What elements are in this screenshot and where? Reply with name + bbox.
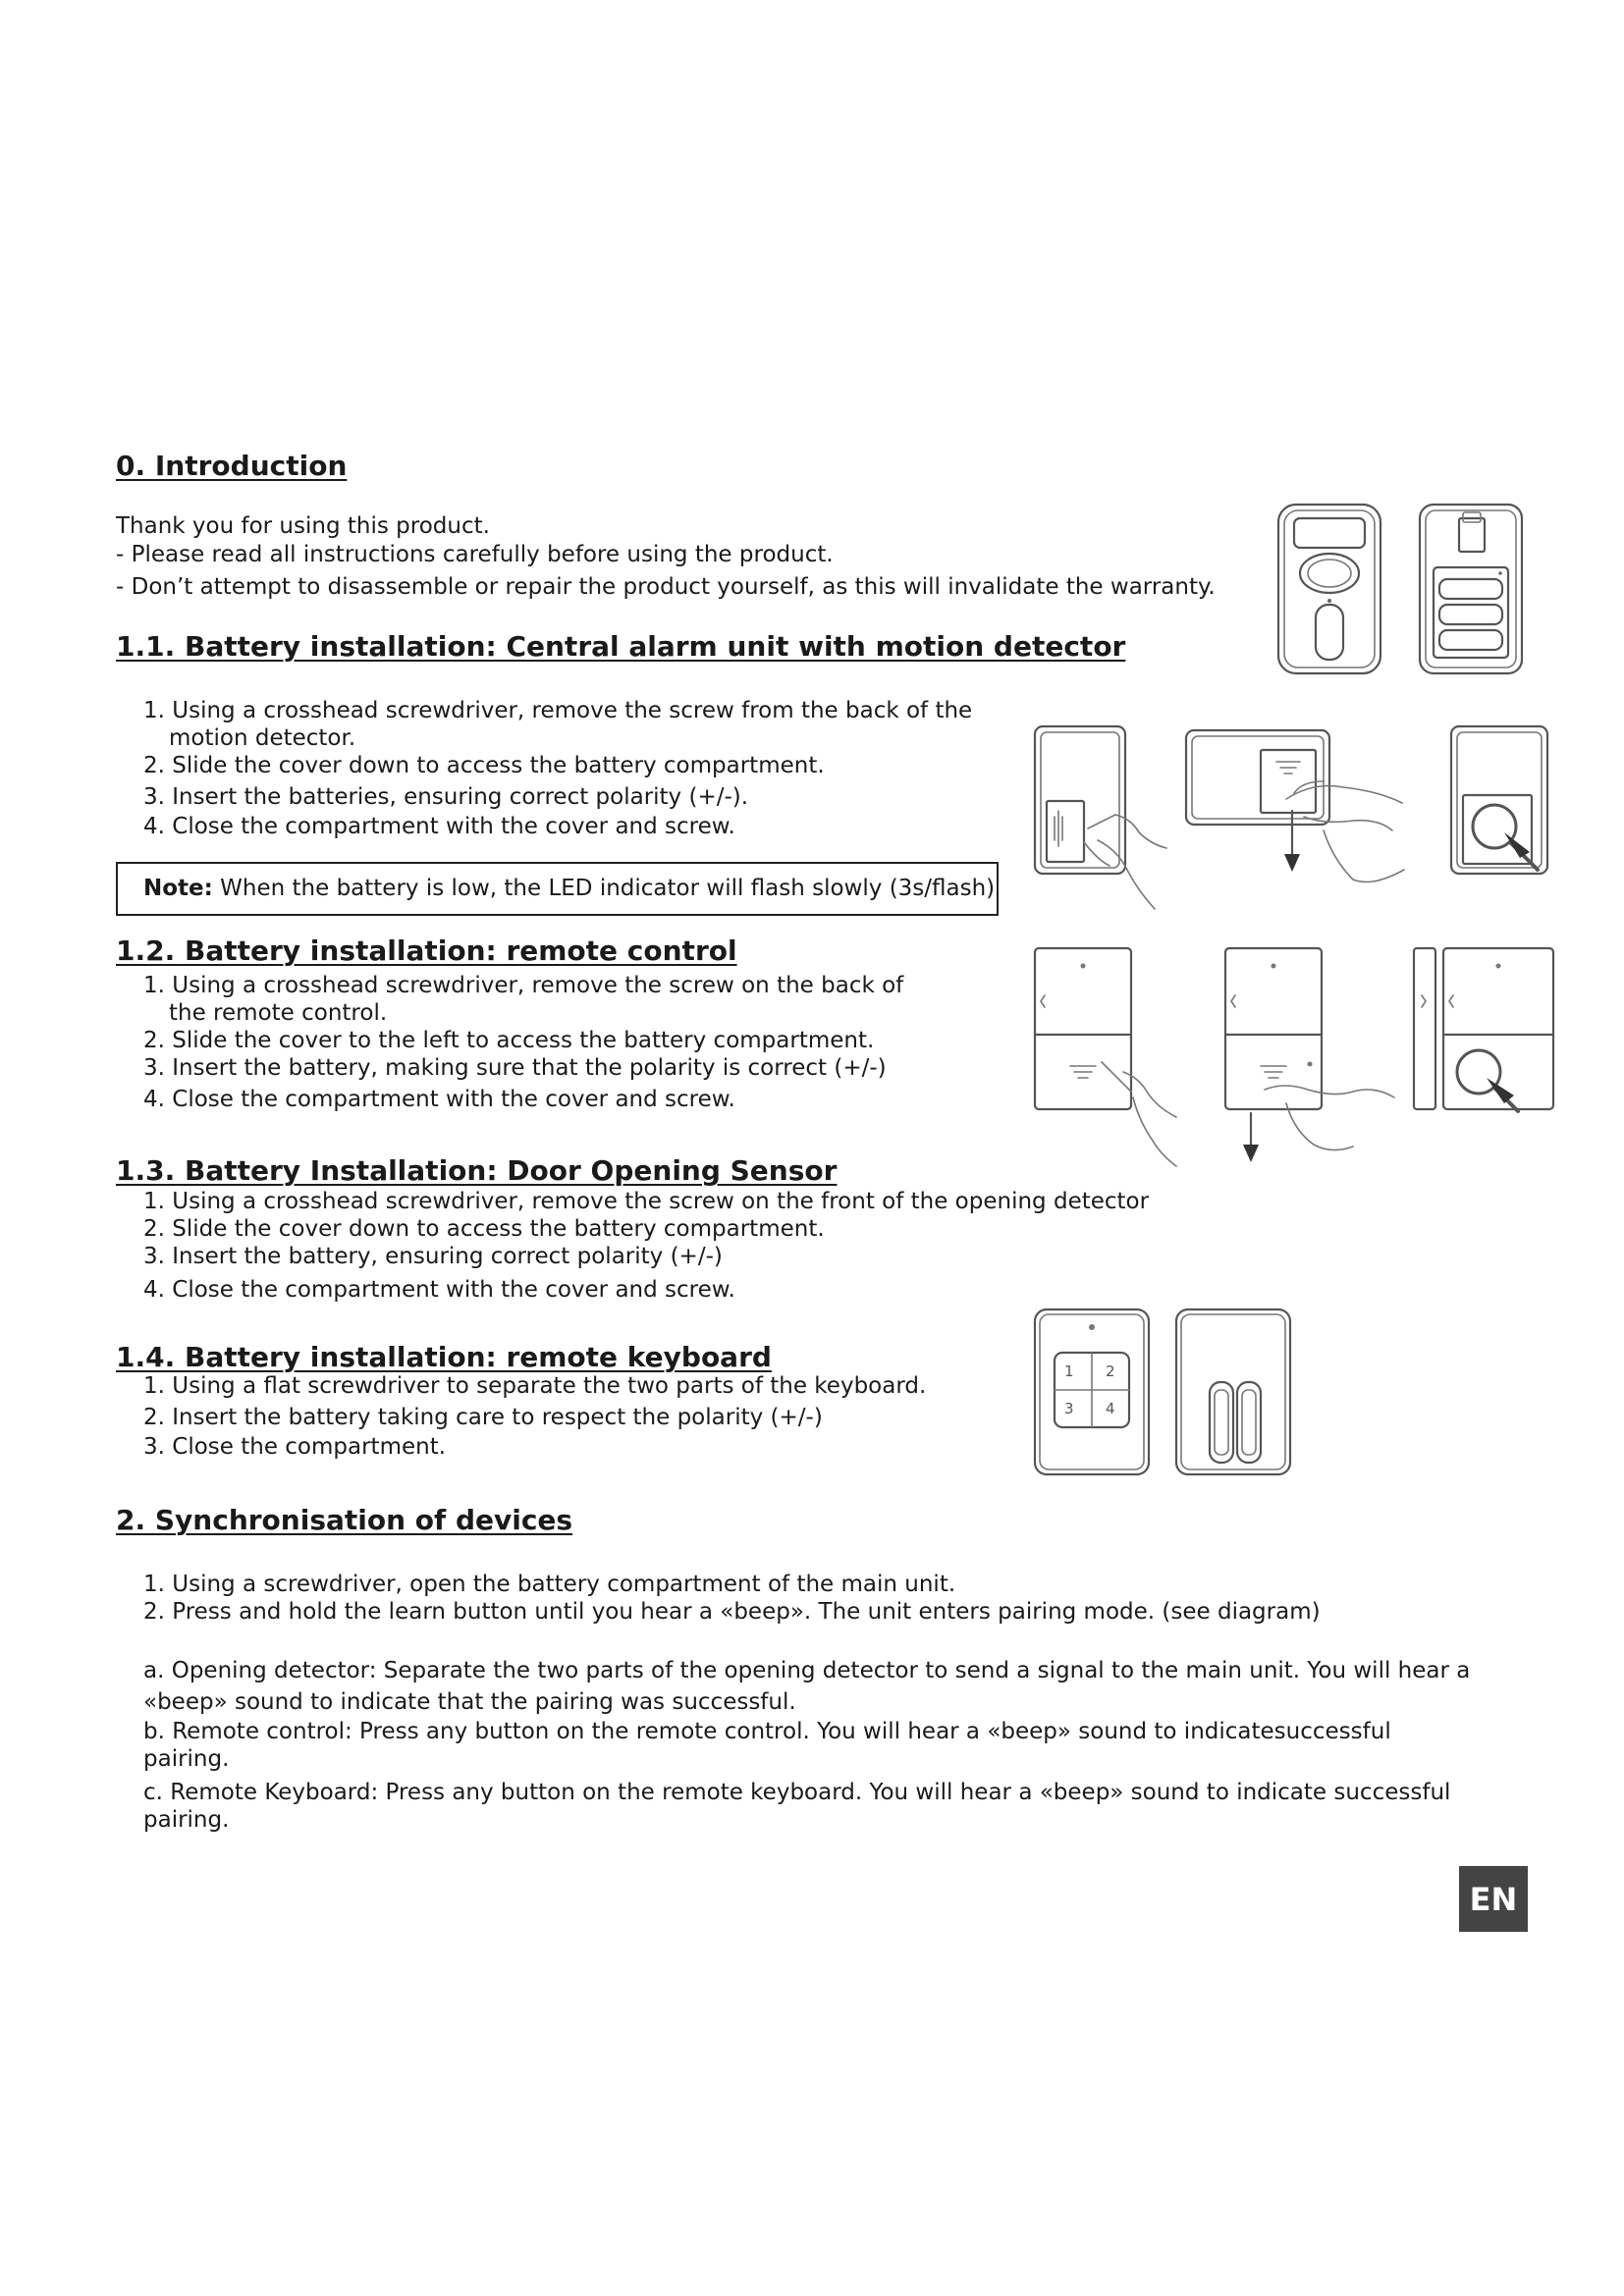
section-2-step-2: 2. Press and hold the learn button until you hear a «beep». The unit enters pairing mode. (see diagram): [143, 1599, 1321, 1625]
section-2-step-1: 1. Using a screwdriver, open the battery compartment of the main unit.: [143, 1572, 956, 1597]
note-label: Note:: [143, 876, 213, 901]
section-1-1-heading: 1.1. Battery installation: Central alarm unit with motion detector: [116, 630, 1126, 663]
section-1-2-step-1: 1. Using a crosshead screwdriver, remove the screw on the back of: [143, 973, 904, 998]
section-1-3-heading: 1.3. Battery Installation: Door Opening Sensor: [116, 1154, 838, 1187]
section-2-detail-a-cont: «beep» sound to indicate that the pairing was successful.: [143, 1689, 796, 1715]
section-1-2-step-1-cont: the remote control.: [169, 1000, 388, 1026]
section-1-4-heading: 1.4. Battery installation: remote keyboard: [116, 1341, 772, 1373]
note-box: [116, 862, 999, 916]
section-1-3-step-2: 2. Slide the cover down to access the battery compartment.: [143, 1216, 825, 1242]
section-1-1-step-2: 2. Slide the cover down to access the battery compartment.: [143, 753, 825, 778]
remote-control-steps-illustration: [1029, 944, 1559, 1170]
remote-keyboard-illustration: [1033, 1306, 1298, 1478]
section-1-2-step-4: 4. Close the compartment with the cover and screw.: [143, 1087, 735, 1112]
note-text: When the battery is low, the LED indicator will flash slowly (3s/flash): [212, 876, 996, 901]
section-1-3-step-4: 4. Close the compartment with the cover and screw.: [143, 1277, 735, 1303]
keypad-key-4: 4: [1106, 1400, 1115, 1417]
section-1-4-step-1: 1. Using a flat screwdriver to separate the two parts of the keyboard.: [143, 1373, 927, 1399]
section-1-2-step-3: 3. Insert the battery, making sure that the polarity is correct (+/-): [143, 1055, 887, 1081]
section-1-1-step-1-cont: motion detector.: [169, 725, 356, 751]
section-1-3-step-1: 1. Using a crosshead screwdriver, remove the screw on the front of the opening detector: [143, 1189, 1150, 1214]
motion-detector-steps-illustration: [1029, 722, 1559, 919]
section-1-1-step-3: 3. Insert the batteries, ensuring correct polarity (+/-).: [143, 784, 749, 810]
intro-heading: 0. Introduction: [116, 450, 348, 482]
section-1-1-step-1: 1. Using a crosshead screwdriver, remove the screw from the back of the: [143, 698, 973, 723]
intro-line-3: - Don’t attempt to disassemble or repair the product yourself, as this will invalidate the warranty.: [116, 574, 1216, 600]
keypad-key-1: 1: [1064, 1362, 1074, 1380]
section-2-detail-c: c. Remote Keyboard: Press any button on the remote keyboard. You will hear a «beep» sound to indicate successful: [143, 1780, 1451, 1805]
keypad-key-2: 2: [1106, 1362, 1115, 1380]
section-2-detail-c-cont: pairing.: [143, 1807, 230, 1833]
section-1-4-step-2: 2. Insert the battery taking care to respect the polarity (+/-): [143, 1405, 823, 1430]
section-1-2-step-2: 2. Slide the cover to the left to access the battery compartment.: [143, 1028, 875, 1053]
language-badge: EN: [1459, 1866, 1528, 1932]
section-1-3-step-3: 3. Insert the battery, ensuring correct polarity (+/-): [143, 1244, 723, 1269]
section-1-4-step-3: 3. Close the compartment.: [143, 1434, 447, 1460]
section-1-1-step-4: 4. Close the compartment with the cover and screw.: [143, 814, 735, 839]
section-1-2-heading: 1.2. Battery installation: remote control: [116, 934, 737, 967]
keypad-key-3: 3: [1064, 1400, 1074, 1417]
intro-line-2: - Please read all instructions carefully before using the product.: [116, 542, 834, 567]
section-2-detail-a: a. Opening detector: Separate the two parts of the opening detector to send a signal to the main unit. You will hear a: [143, 1658, 1471, 1683]
intro-line-1: Thank you for using this product.: [116, 513, 490, 539]
section-2-detail-b-cont: pairing.: [143, 1746, 230, 1772]
central-unit-illustration: [1276, 503, 1532, 675]
section-2-heading: 2. Synchronisation of devices: [116, 1504, 573, 1536]
section-2-detail-b: b. Remote control: Press any button on the remote control. You will hear a «beep» sound to indicatesuccessful: [143, 1719, 1391, 1744]
